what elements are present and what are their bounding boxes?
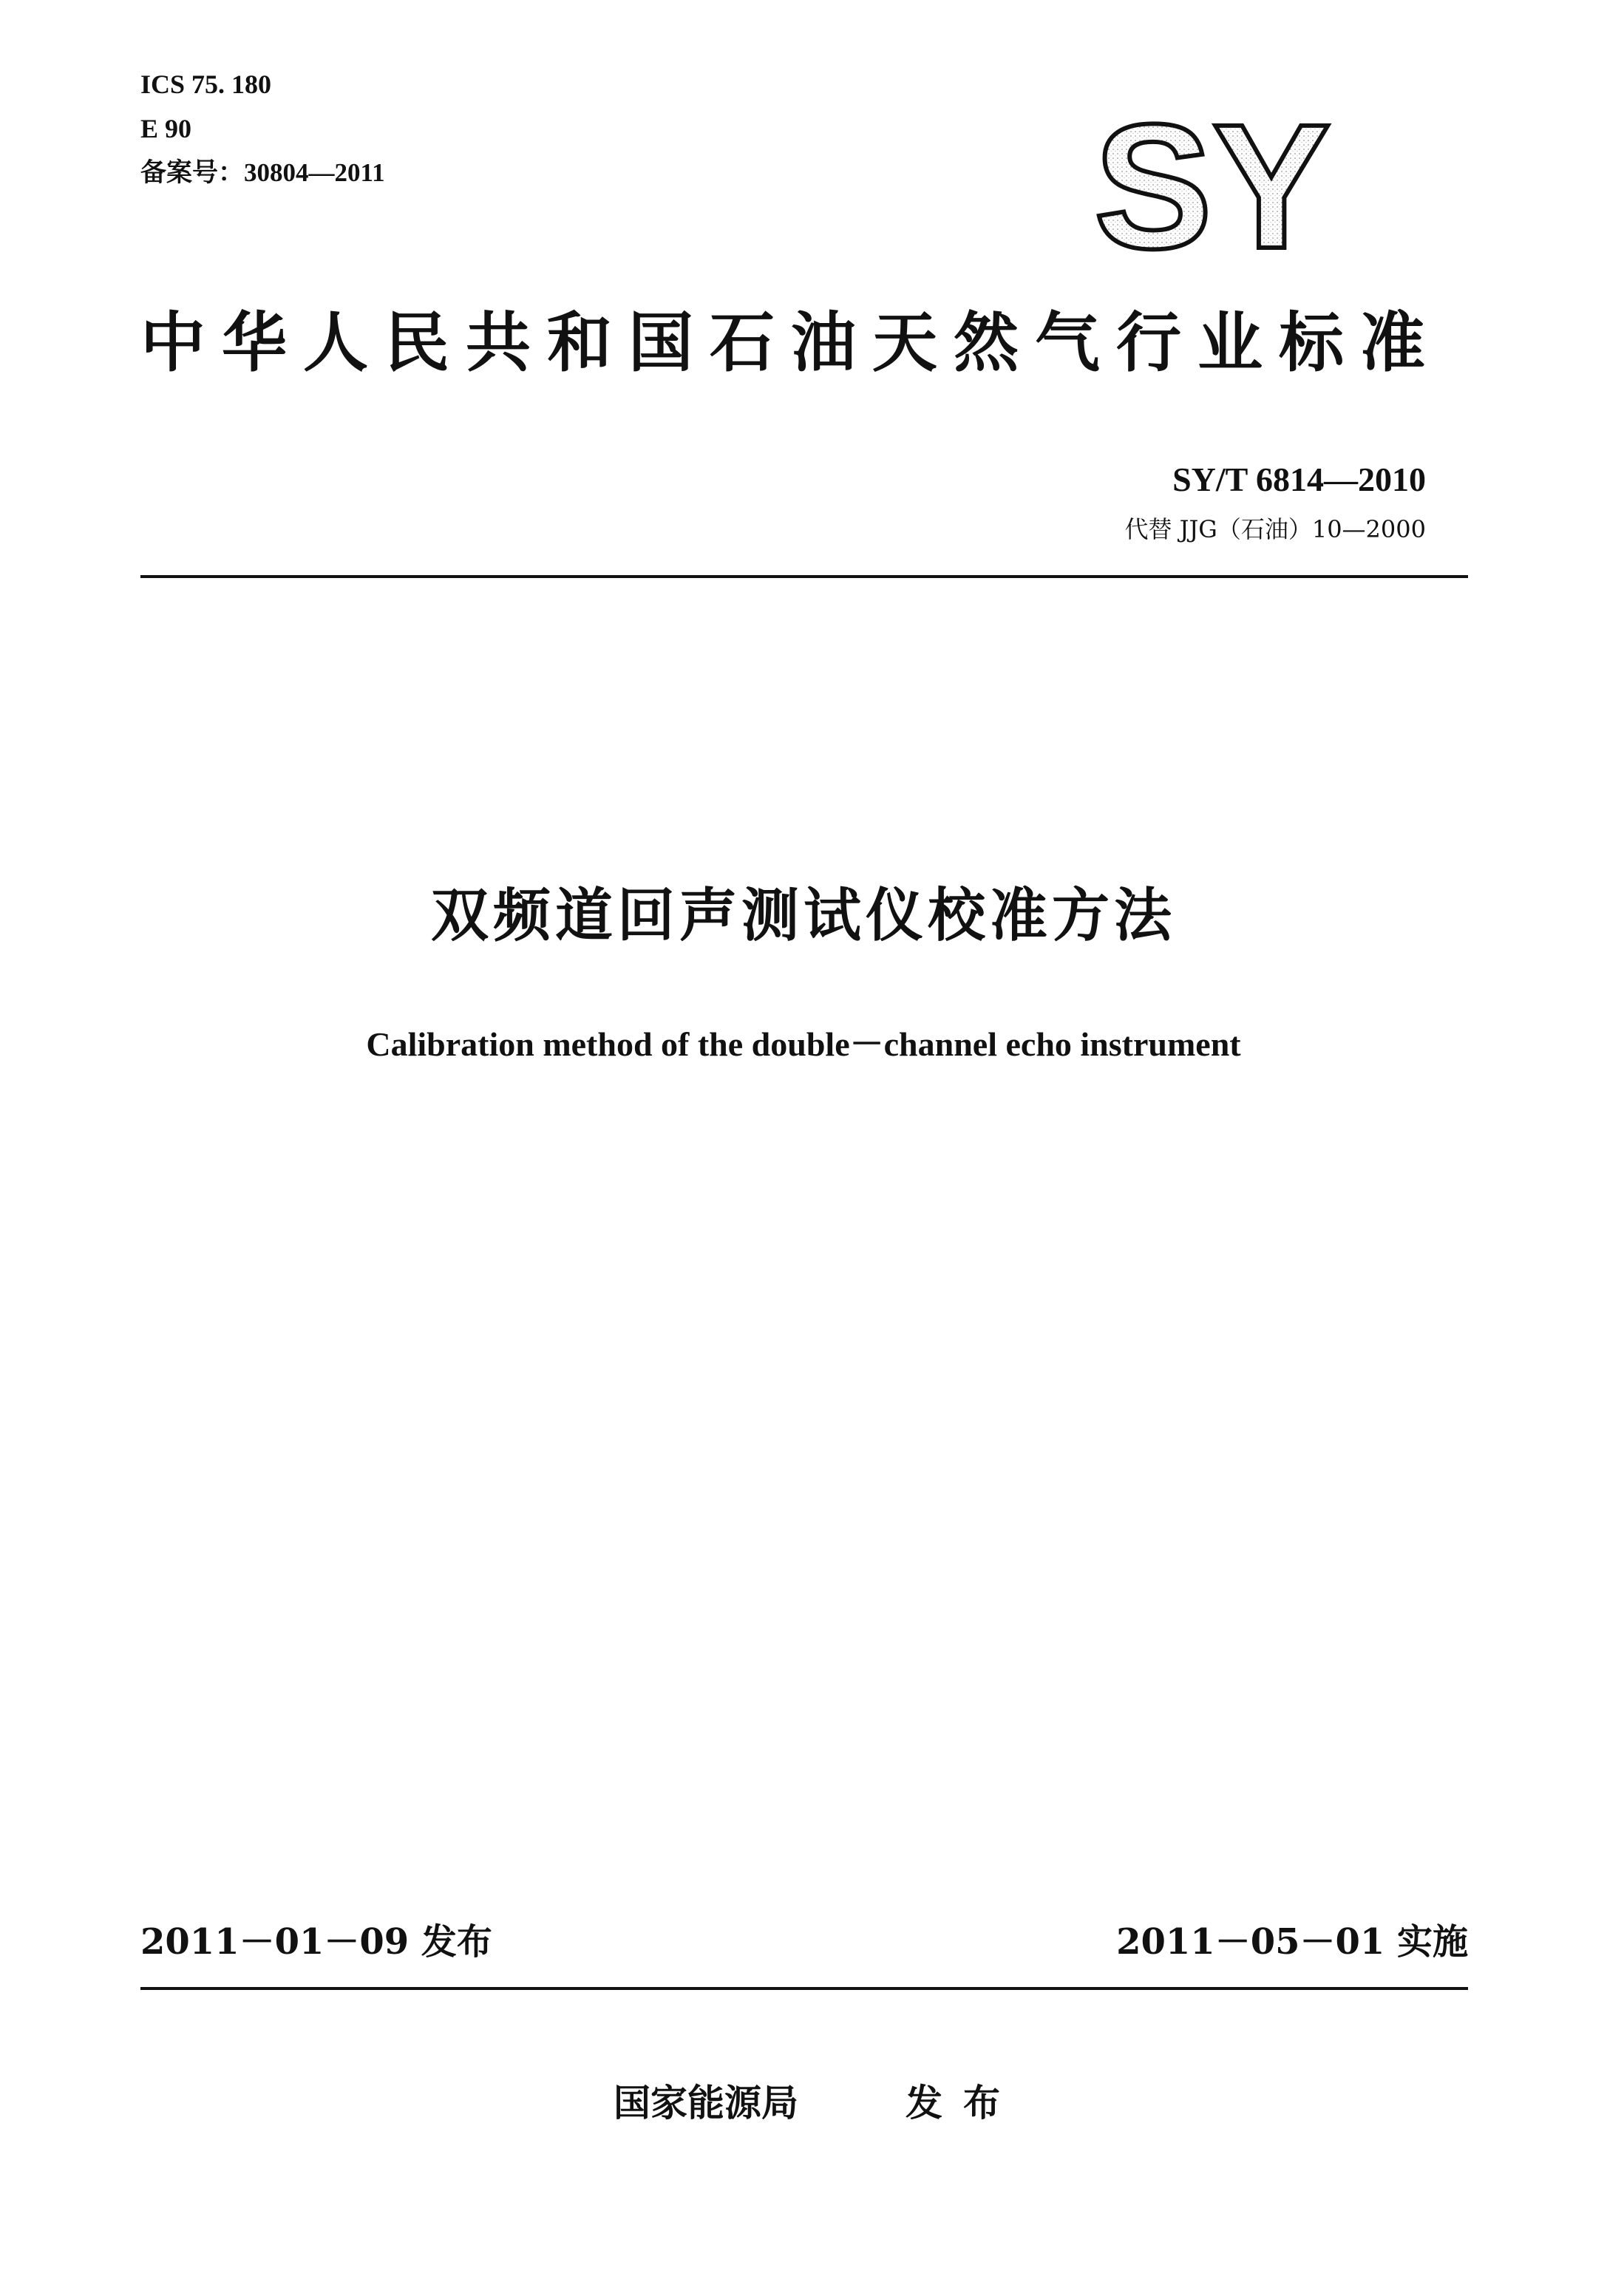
sy-logo [1072,103,1353,266]
document-title-en: Calibration method of the double－channel echo instrument [366,1025,1241,1063]
publish-label: 发布 [906,2082,1021,2125]
publisher-name: 国家能源局 [614,2082,798,2125]
document-title-cn: 双频道回声测试仪校准方法 [430,883,1176,949]
replaces-standard: 代替 JJG（石油）10—2000 [1124,515,1426,543]
bottom-divider [140,1987,1468,1990]
classification-code: E 90 [140,114,192,143]
effective-date: 2011－05－01 实施 [1116,1921,1468,1963]
standard-category-title: 中华人民共和国石油天然气行业标准 [140,305,1442,381]
standard-number: SY/T 6814—2010 [1172,461,1426,498]
ics-code: ICS 75. 180 [140,69,272,99]
record-number: 备案号：30804—2011 [140,158,385,187]
top-divider [140,575,1468,578]
sy-logo-text: SY [1093,103,1331,266]
issue-date: 2011－01－09 发布 [140,1921,492,1963]
